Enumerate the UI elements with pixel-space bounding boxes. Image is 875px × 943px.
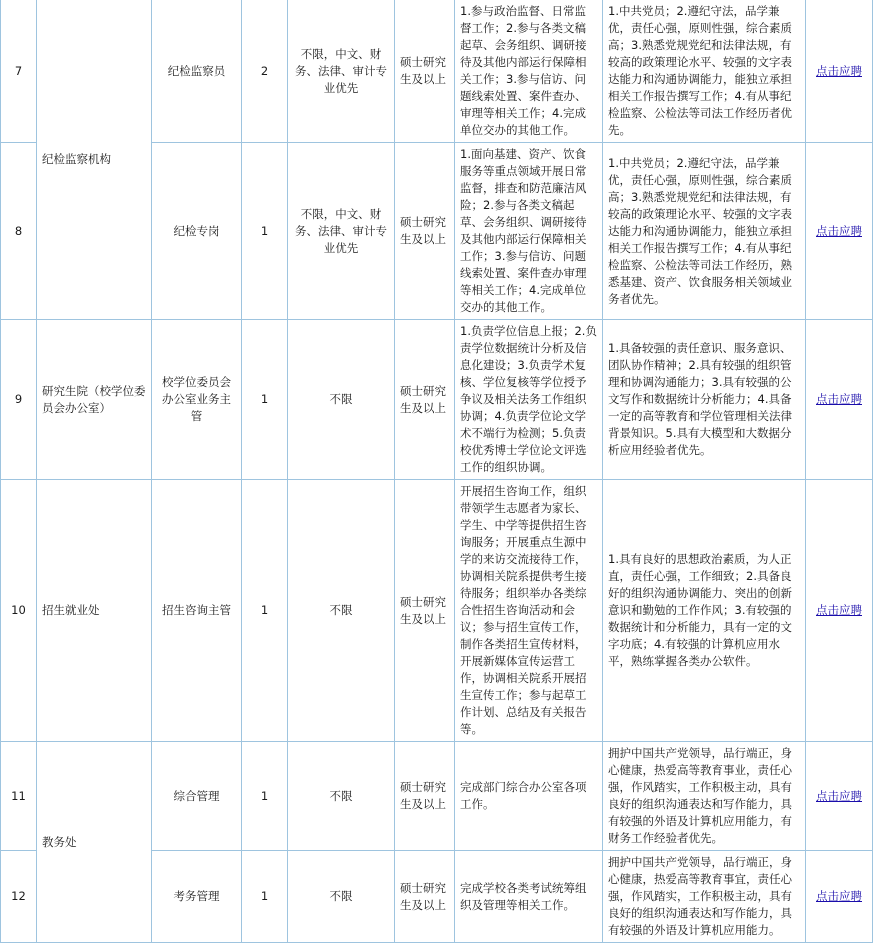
table-row [1,0,873,143]
degree-cell: 硕士研究生及以上 [395,851,455,943]
table-row [1,320,873,480]
major-cell: 不限，中文、财务、法律、审计专业优先 [288,143,395,320]
count-cell: 1 [242,143,288,320]
position-cell: 纪检监察员 [152,0,242,143]
position-cell: 招生咨询主管 [152,480,242,742]
apply-cell [806,851,873,943]
apply-cell [806,480,873,742]
count-cell: 2 [242,0,288,143]
count-cell: 1 [242,480,288,742]
degree-cell: 硕士研究生及以上 [395,0,455,143]
duty-cell: 1.面向基建、资产、饮食服务等重点领域开展日常监督，排查和防范廉洁风险；2.参与各类文稿起草、会务组织、调研接待及其他内部运行保障相关工作；3.参与信访、问题线索处置、案件查办审理等相关工作；4.完成单位交办的其他工作。 [455,143,603,320]
apply-link[interactable]: 点击应聘 [816,63,862,78]
apply-cell [806,742,873,851]
duty-cell: 完成部门综合办公室各项工作。 [455,742,603,851]
count-cell: 1 [242,320,288,480]
department-cell: 研究生院（校学位委员会办公室） [37,320,152,480]
apply-cell [806,143,873,320]
requirement-cell: 拥护中国共产党领导，品行端正，身心健康，热爱高等教育事宜，责任心强，作风踏实，工作积极主动，具有良好的组织沟通表达和写作能力，具有较强的外语及计算机应用能力。 [603,851,806,943]
position-cell: 综合管理 [152,742,242,851]
row-number: 10 [1,480,37,742]
major-cell: 不限 [288,480,395,742]
major-cell: 不限 [288,742,395,851]
apply-link[interactable]: 点击应聘 [816,223,862,238]
duty-cell: 1.负责学位信息上报；2.负责学位数据统计分析及信息化建设；3.负责学术复核、学位复核等学位授予争议及相关法务工作组织协调；4.负责学位论文学术不端行为检测；5.负责校优秀博士学位论文评选工作的组织协调。 [455,320,603,480]
position-cell: 考务管理 [152,851,242,943]
department-cell: 纪检监察机构 [37,0,152,320]
apply-link[interactable]: 点击应聘 [816,889,862,903]
department-cell: 教务处 [37,742,152,943]
count-cell: 1 [242,851,288,943]
duty-cell: 完成学校各类考试统筹组织及管理等相关工作。 [455,851,603,943]
degree-cell: 硕士研究生及以上 [395,320,455,480]
requirement-cell: 1.中共党员；2.遵纪守法，品学兼优，责任心强，原则性强，综合素质高；3.熟悉党规党纪和法律法规，有较高的政策理论水平、较强的文字表达能力和沟通协调能力，能独立承担相关工作报告撰写工作；4.有从事纪检监察、公检法等司法工作经历，熟悉基建、资产、饮食服务相关领域业务者优先。 [603,143,806,320]
requirement-cell: 拥护中国共产党领导，品行端正，身心健康，热爱高等教育事业，责任心强，作风踏实，工作积极主动，具有良好的组织沟通表达和写作能力，具有较强的外语及计算机应用能力，有财务工作经验者优先。 [603,742,806,851]
apply-link[interactable]: 点击应聘 [816,392,862,406]
duty-cell: 开展招生咨询工作，组织带领学生志愿者为家长、学生、中学等提供招生咨询服务；开展重点生源中学的来访交流接待工作，协调相关院系提供考生接待服务；组织举办各类综合性招生咨询活动和会议；参与招生宣传工作，制作各类招生宣传材料，开展新媒体宣传运营工作，协调相关院系开展招生宣传工作；参与起草工作计划、总结及有关报告等。 [455,480,603,742]
degree-cell: 硕士研究生及以上 [395,143,455,320]
requirement-cell: 1.中共党员；2.遵纪守法，品学兼优，责任心强，原则性强，综合素质高；3.熟悉党规党纪和法律法规，有较高的政策理论水平、较强的文字表达能力和沟通协调能力，能独立承担相关工作报告撰写工作；4.有从事纪检监察、公检法等司法工作经历者优先。 [603,0,806,143]
major-cell: 不限 [288,851,395,943]
table-row [1,742,873,851]
position-cell: 校学位委员会办公室业务主管 [152,320,242,480]
table-row [1,480,873,742]
major-cell: 不限 [288,320,395,480]
row-number: 11 [1,742,37,851]
apply-link[interactable]: 点击应聘 [816,603,862,617]
department-cell: 招生就业处 [37,480,152,742]
duty-cell: 1.参与政治监督、日常监督工作；2.参与各类文稿起草、会务组织、调研接待及其他内部运行保障相关工作；3.参与信访、问题线索处置、案件查办、审理等相关工作；4.完成单位交办的其他工作。 [455,0,603,143]
apply-cell [806,320,873,480]
row-number: 9 [1,320,37,480]
requirement-cell: 1.具备较强的责任意识、服务意识、团队协作精神；2.具有较强的组织管理和协调沟通能力；3.具有较强的公文写作和数据统计分析能力；4.具备一定的高等教育和学位管理相关法律背景知识。5.具有大模型和大数据分析应用经验者优先。 [603,320,806,480]
apply-cell [806,0,873,143]
row-number: 12 [1,851,37,943]
degree-cell: 硕士研究生及以上 [395,480,455,742]
row-number: 8 [1,143,37,320]
apply-link[interactable]: 点击应聘 [816,788,862,803]
position-cell: 纪检专岗 [152,143,242,320]
degree-cell: 硕士研究生及以上 [395,742,455,851]
row-number: 7 [1,0,37,143]
count-cell: 1 [242,742,288,851]
major-cell: 不限，中文、财务、法律、审计专业优先 [288,0,395,143]
requirement-cell: 1.具有良好的思想政治素质，为人正直，责任心强，工作细致；2.具备良好的组织沟通协调能力、突出的创新意识和勤勉的工作作风；3.有较强的数据统计和分析能力，具有一定的文字功底；4.有较强的计算机应用水平，熟练掌握各类办公软件。 [603,480,806,742]
